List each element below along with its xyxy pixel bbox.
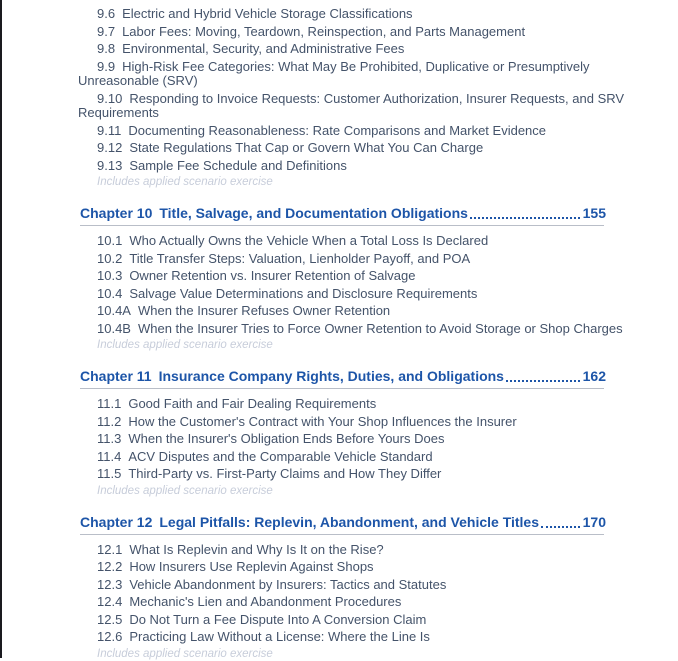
- section-number: 12.4: [97, 594, 123, 609]
- chapter-page-number: 170: [582, 513, 606, 530]
- toc-entry: [78, 304, 652, 319]
- chapter-entries: [78, 397, 652, 482]
- chapter-title: Insurance Company Rights, Duties, and Obligations: [158, 368, 504, 384]
- chapter-block: [78, 368, 678, 498]
- chapter-heading: [80, 514, 606, 531]
- chapter-label: Chapter 12: [80, 513, 153, 530]
- section-number: 10.4B: [97, 320, 131, 336]
- chapter-label: Chapter 11: [80, 368, 152, 384]
- section-title: State Regulations That Cap or Govern What You Can Charge: [129, 140, 484, 155]
- toc-entry: [78, 560, 652, 575]
- section-title: ACV Disputes and the Comparable Vehicle Standard: [128, 448, 433, 464]
- toc-entry: [78, 60, 652, 89]
- chapter-block: [78, 7, 678, 189]
- toc-entry: [78, 432, 652, 447]
- section-title: How the Customer's Contract with Your Shop Influences the Insurer: [128, 413, 517, 429]
- section-title: When the Insurer's Obligation Ends Before Yours Does: [128, 431, 445, 446]
- section-number: 12.5: [97, 611, 123, 627]
- section-title: What Is Replevin and Why Is It on the Rise?: [129, 541, 384, 557]
- chapter-title: Title, Salvage, and Documentation Obligations: [159, 205, 468, 221]
- section-number: 10.4: [97, 285, 123, 301]
- toc-entry: [78, 252, 652, 267]
- section-number: 9.9: [97, 58, 116, 74]
- chapter-title: Legal Pitfalls: Replevin, Abandonment, and Vehicle Titles: [159, 513, 539, 530]
- section-title: Owner Retention vs. Insurer Retention of Salvage: [129, 268, 416, 283]
- toc-entry: [78, 450, 652, 465]
- page-left-edge: [0, 0, 2, 658]
- section-number: 10.2: [97, 250, 123, 266]
- toc-entry: [78, 7, 652, 22]
- dotted-leader: [470, 217, 580, 219]
- dotted-leader: [506, 380, 580, 382]
- section-title: Third-Party vs. First-Party Claims and How They Differ: [128, 466, 442, 481]
- chapter-block: [78, 205, 678, 352]
- section-title: Electric and Hybrid Vehicle Storage Classifications: [122, 6, 413, 21]
- section-number: 10.4A: [97, 303, 131, 318]
- section-title: Title Transfer Steps: Valuation, Lienholder Payoff, and POA: [129, 250, 471, 266]
- section-title: How Insurers Use Replevin Against Shops: [129, 559, 374, 574]
- section-title: When the Insurer Refuses Owner Retention: [137, 303, 391, 318]
- toc-entry: [78, 124, 652, 139]
- section-number: 11.5: [97, 466, 122, 481]
- section-number: 9.11: [97, 122, 122, 138]
- chapter-divider-rule: [80, 225, 604, 226]
- toc-entry: [78, 269, 652, 284]
- section-number: 9.13: [97, 157, 123, 173]
- section-number: 11.3: [97, 431, 122, 446]
- chapter-divider-rule: [80, 388, 604, 389]
- section-number: 10.3: [97, 268, 123, 283]
- chapter-entries: [78, 7, 652, 173]
- scenario-note: Includes applied scenario exercise: [97, 484, 273, 497]
- section-number: 9.12: [97, 140, 123, 155]
- toc-entry: [78, 578, 652, 593]
- section-number: 12.3: [97, 576, 123, 592]
- toc-entry: [78, 25, 652, 40]
- toc-entry: [78, 595, 652, 610]
- chapter-entries: [78, 543, 652, 645]
- section-number: 9.7: [97, 23, 116, 39]
- section-title: Salvage Value Determinations and Disclosure Requirements: [129, 285, 478, 301]
- section-title: Sample Fee Schedule and Definitions: [129, 157, 347, 173]
- section-number: 9.8: [97, 41, 116, 56]
- section-title: Good Faith and Fair Dealing Requirements: [128, 396, 377, 411]
- scenario-note: Includes applied scenario exercise: [97, 176, 273, 188]
- toc-entry: [78, 467, 652, 482]
- section-title: Labor Fees: Moving, Teardown, Reinspection, and Parts Management: [122, 23, 526, 39]
- section-title: When the Insurer Tries to Force Owner Retention to Avoid Storage or Shop Charges: [137, 320, 623, 336]
- toc-entry: [78, 630, 652, 645]
- dotted-leader: [541, 526, 580, 528]
- toc-entry: [78, 322, 652, 337]
- section-number: 12.1: [97, 541, 123, 557]
- chapter-heading: [80, 205, 606, 222]
- toc-entry: [78, 415, 652, 430]
- chapter-block: [78, 514, 678, 661]
- scenario-note: Includes applied scenario exercise: [97, 647, 273, 660]
- toc-entry: [78, 159, 652, 174]
- toc-entry: [78, 141, 652, 156]
- scenario-note: Includes applied scenario exercise: [97, 339, 273, 351]
- chapter-page-number: 155: [582, 205, 606, 221]
- section-number: 9.6: [97, 6, 116, 21]
- toc-entry: [78, 397, 652, 412]
- toc-entry: [78, 42, 652, 57]
- section-number: 12.6: [97, 629, 123, 644]
- toc-entry: [78, 543, 652, 558]
- section-number: 9.10: [97, 90, 123, 106]
- section-number: 12.2: [97, 559, 123, 574]
- section-title: Do Not Turn a Fee Dispute Into A Conversion Claim: [129, 611, 427, 627]
- section-number: 10.1: [97, 233, 123, 248]
- section-title: High-Risk Fee Categories: What May Be Prohibited, Duplicative or Presumptively Unreasonable (SRV): [78, 58, 590, 88]
- section-title: Who Actually Owns the Vehicle When a Total Loss Is Declared: [129, 233, 489, 248]
- toc-entry: [78, 92, 652, 121]
- toc-entry: [78, 234, 652, 249]
- section-title: Environmental, Security, and Administrative Fees: [122, 41, 405, 56]
- section-number: 11.4: [97, 448, 122, 464]
- section-title: Documenting Reasonableness: Rate Comparisons and Market Evidence: [128, 122, 547, 138]
- chapter-divider-rule: [80, 534, 604, 535]
- section-title: Vehicle Abandonment by Insurers: Tactics and Statutes: [129, 576, 447, 592]
- section-title: Mechanic's Lien and Abandonment Procedures: [129, 594, 402, 609]
- toc-entry: [78, 613, 652, 628]
- section-number: 11.2: [97, 413, 122, 429]
- chapter-label: Chapter 10: [80, 205, 153, 221]
- chapter-page-number: 162: [582, 368, 606, 384]
- toc-entry: [78, 287, 652, 302]
- section-title: Practicing Law Without a License: Where the Line Is: [129, 629, 430, 644]
- section-title: Responding to Invoice Requests: Customer Authorization, Insurer Requests, and SRV Requirements: [78, 90, 625, 120]
- chapter-entries: [78, 234, 652, 336]
- chapter-heading: [80, 368, 606, 385]
- section-number: 11.1: [97, 396, 122, 411]
